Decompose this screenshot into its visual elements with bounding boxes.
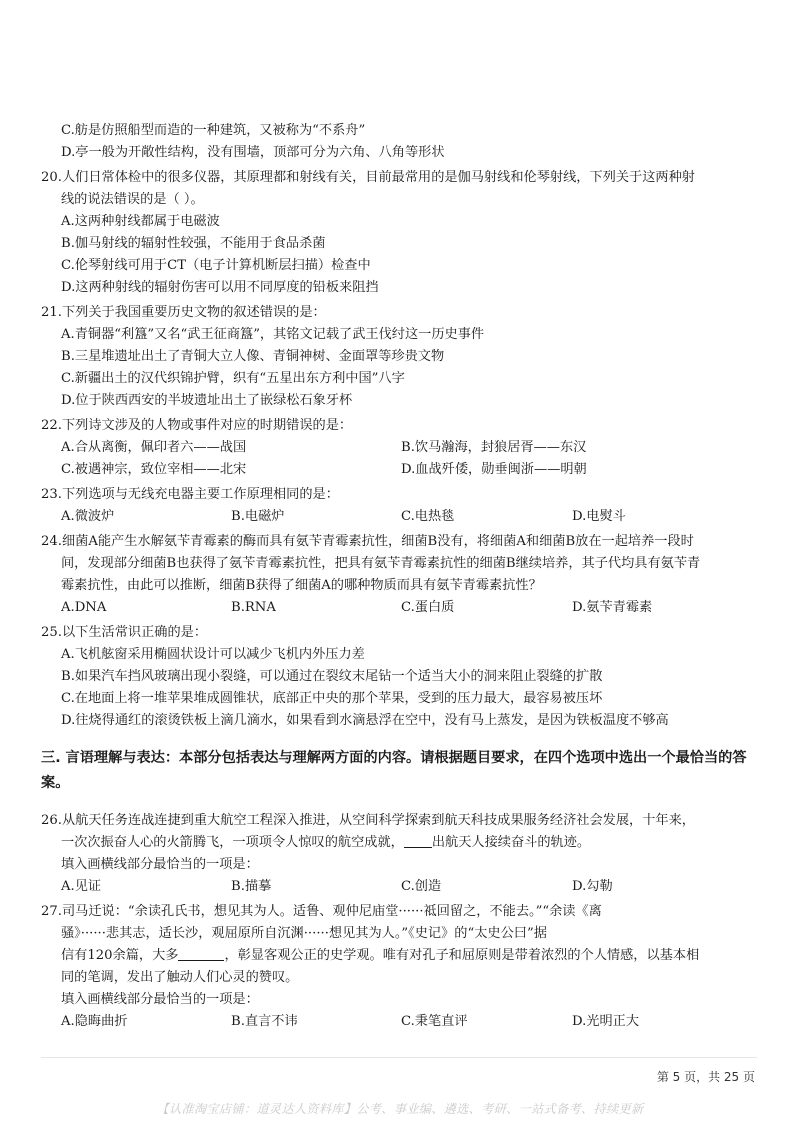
q23-options	[41, 506, 776, 528]
q26-stem-line2	[41, 832, 776, 854]
section-3-heading: 三. 言语理解与表达：本部分包括表达与理解两方面的内容。请根据题目要求，在四个选项中选出一个最恰当的答案。	[41, 750, 747, 791]
q26-option-a: A.见证	[61, 879, 102, 894]
q20-stem-line2: 线的说法错误的是（ ）。	[61, 192, 204, 207]
q21-option-d: D.位于陕西西安的半坡遗址出土了嵌绿松石象牙杯	[61, 393, 353, 408]
q24-options	[41, 597, 776, 619]
q22-options-row2	[41, 459, 776, 481]
q20-option-a: A.这两种射线都属于电磁波	[61, 214, 220, 229]
page-content	[41, 120, 776, 1033]
q21-stem: 21.下列关于我国重要历史文物的叙述错误的是：	[41, 305, 326, 320]
q25-stem: 25.以下生活常识正确的是：	[41, 625, 208, 640]
question-25	[41, 622, 776, 732]
q24-option-d: D.氨苄青霉素	[572, 600, 653, 615]
q21-option-a: A.青铜器“利簋”又名“武王征商簋”，其铭文记载了武王伐纣这一历史事件	[61, 327, 485, 342]
q26-option-b: B.描摹	[231, 879, 272, 894]
q26-stem-line2-pre: 一次次振奋人心的火箭腾飞，一项项令人惊叹的航空成就，	[61, 835, 404, 850]
q24-option-a: A.DNA	[61, 600, 107, 615]
q23-option-c: C.电热毯	[401, 509, 455, 524]
q23-option-d: D.电熨斗	[572, 509, 626, 524]
question-20	[41, 167, 776, 299]
q23-option-b: B.电磁炉	[231, 509, 285, 524]
q26-options	[41, 876, 776, 898]
q22-option-c: C.被遇神宗，致位宰相——北宋	[61, 462, 247, 477]
q27-option-b: B.直言不讳	[231, 1014, 298, 1029]
q25-option-a: A.飞机舷窗采用椭圆状设计可以减少飞机内外压力差	[61, 647, 365, 662]
footer-watermark: 【认准淘宝店铺：道灵达人资料库】公考、事业编、遴选、考研、一站式备考、持续更新	[156, 1102, 644, 1116]
q27-stem-line3	[41, 945, 776, 967]
question-27	[41, 901, 776, 1033]
q27-blank	[178, 946, 224, 961]
q27-prompt: 填入画横线部分最恰当的一项是：	[61, 992, 259, 1007]
q23-option-a: A.微波炉	[61, 509, 115, 524]
q22-option-a: A.合从离衡，佩印者六——战国	[61, 440, 247, 455]
q27-options	[41, 1011, 776, 1033]
question-23	[41, 484, 776, 528]
question-26	[41, 810, 776, 898]
q20-stem-line1: 20.人们日常体检中的很多仪器，其原理都和射线有关，目前最常用的是伽马射线和伦琴射线，下列关于这两种射	[41, 170, 695, 185]
q27-stem-line1: 27.司马迁说：“余读孔氏书，想见其为人。适鲁、观仲尼庙堂······祗回留之，不能去。”“余读《离	[41, 904, 602, 919]
q27-stem-line2: 骚》······悲其志，适长沙，观屈原所自沉渊······想见其为人。”《史记》的“太史公曰”据	[61, 926, 547, 941]
question-22	[41, 415, 776, 481]
q27-stem-line4: 同的笔调，发出了触动人们心灵的赞叹。	[61, 970, 299, 985]
q27-option-d: D.光明正大	[572, 1014, 640, 1029]
q26-stem-line2-post: 出航天人接续奋斗的轨迹。	[431, 835, 591, 850]
q27-stem-line3-pre: 信有120余篇，大多	[61, 948, 179, 963]
q27-stem-line3-post: ，彰显客观公正的史学观。唯有对孔子和屈原则是带着浓烈的个人情感，以基本相	[224, 948, 700, 963]
q22-options-row1	[41, 437, 776, 459]
q19-option-c: C.舫是仿照船型而造的一种建筑，又被称为“不系舟”	[61, 123, 366, 138]
q25-option-c: C.在地面上将一堆苹果堆成圆锥状，底部正中央的那个苹果，受到的压力最大，最容易被压坏	[61, 691, 603, 706]
q24-stem-line3: 霉素抗性，由此可以推断，细菌B获得了细菌A的哪种物质而具有氨苄青霉素抗性？	[61, 578, 542, 593]
q23-stem: 23.下列选项与无线充电器主要工作原理相同的是：	[41, 487, 339, 502]
q27-option-a: A.隐晦曲折	[61, 1014, 128, 1029]
q26-option-c: C.创造	[401, 879, 442, 894]
q24-stem-line1: 24.细菌A能产生水解氨苄青霉素的酶而具有氨苄青霉素抗性，细菌B没有，将细菌A和细菌B放在一起培养一段时	[41, 534, 694, 549]
footer-divider	[41, 1057, 757, 1058]
q22-option-d: D.血战歼倭，勋垂闽浙——明朝	[401, 462, 587, 477]
q26-stem-line1: 26.从航天任务连战连捷到重大航空工程深入推进，从空间科学探索到航天科技成果服务经济社会发展，十年来，	[41, 813, 695, 828]
q19-option-d: D.亭一般为开敞性结构，没有围墙，顶部可分为六角、八角等形状	[61, 145, 445, 160]
q26-prompt: 填入画横线部分最恰当的一项是：	[61, 857, 259, 872]
q25-option-b: B.如果汽车挡风玻璃出现小裂缝，可以通过在裂纹末尾钻一个适当大小的洞来阻止裂缝的扩散	[61, 669, 603, 684]
q21-option-b: B.三星堆遗址出土了青铜大立人像、青铜神树、金面罩等珍贵文物	[61, 349, 445, 364]
q21-option-c: C.新疆出土的汉代织锦护臂，织有“五星出东方利中国”八字	[61, 371, 405, 386]
q24-option-b: B.RNA	[231, 600, 276, 615]
q24-stem-line2: 间，发现部分细菌B也获得了氨苄青霉素抗性，把具有氨苄青霉素抗性的细菌B继续培养，其子代均具有氨苄青	[61, 556, 701, 571]
q27-option-c: C.秉笔直评	[401, 1014, 468, 1029]
q20-option-d: D.这两种射线的辐射伤害可以用不同厚度的铅板来阻挡	[61, 280, 379, 295]
q26-option-d: D.勾勒	[572, 879, 613, 894]
q22-option-b: B.饮马瀚海，封狼居胥——东汉	[401, 440, 587, 455]
q20-option-c: C.伦琴射线可用于CT（电子计算机断层扫描）检查中	[61, 258, 371, 273]
page-number: 第 5 页，共 25 页	[656, 1070, 755, 1084]
q24-option-c: C.蛋白质	[401, 600, 455, 615]
q26-blank	[404, 833, 432, 848]
question-24	[41, 531, 776, 619]
q22-stem: 22.下列诗文涉及的人物或事件对应的时期错误的是：	[41, 418, 353, 433]
q25-option-d: D.往烧得通红的滚烫铁板上滴几滴水，如果看到水滴悬浮在空中，没有马上蒸发，是因为铁板温度不够高	[61, 713, 669, 728]
q20-option-b: B.伽马射线的辐射性较强，不能用于食品杀菌	[61, 236, 326, 251]
question-21	[41, 302, 776, 412]
